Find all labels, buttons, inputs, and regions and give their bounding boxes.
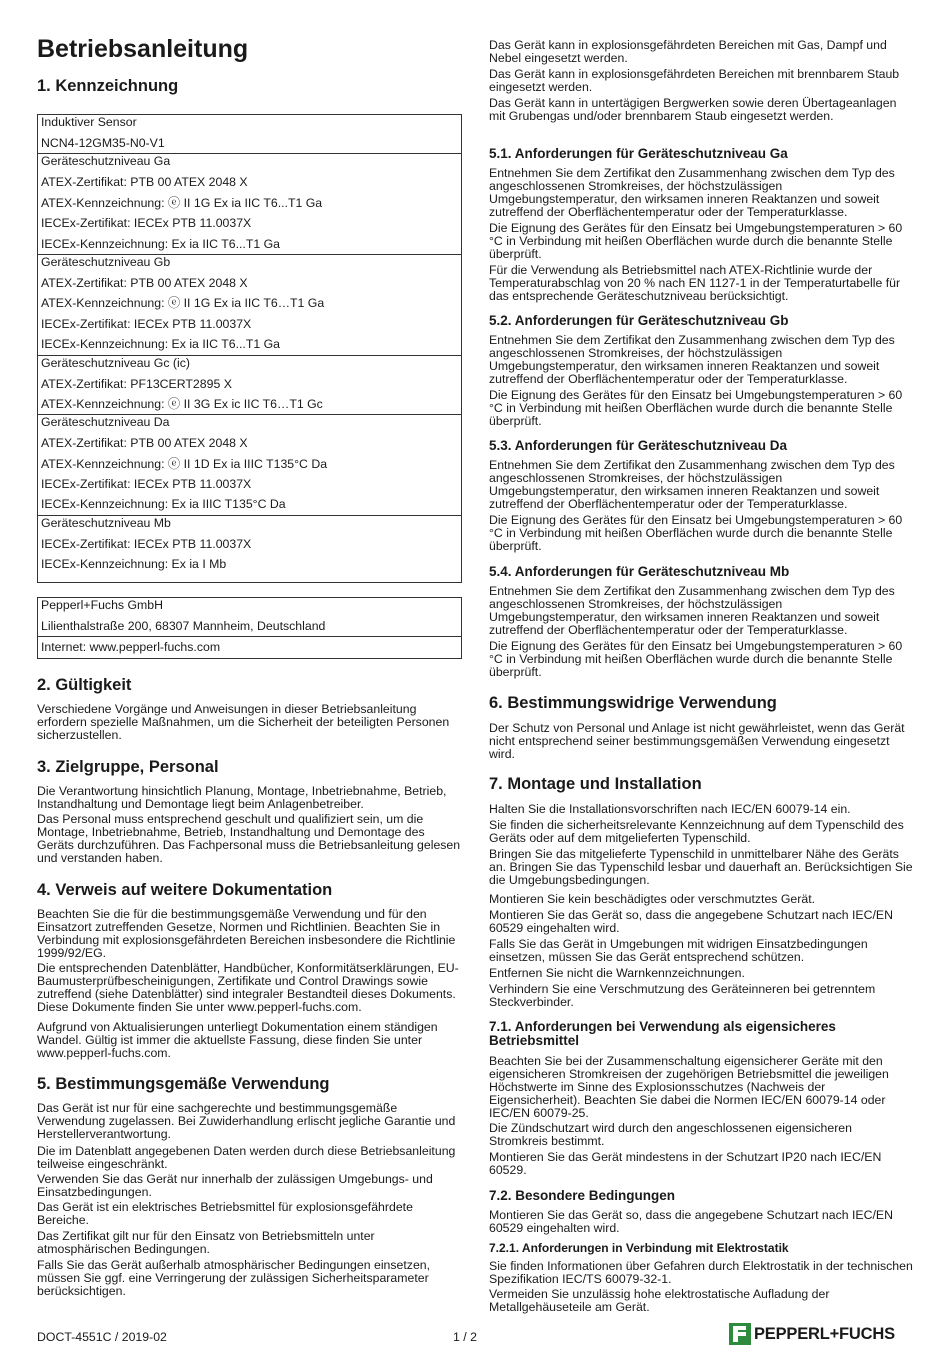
- paragraph: Das Gerät ist nur für eine sachgerechte und bestimmungsgemäße Verwendung zugelassen. Bei Zuwiderhandlung erlischt jegliche Garantie und Herstellerverantwortung.: [37, 1101, 456, 1141]
- marking-row: IECEx-Zertifikat: IECEx PTB 11.0037X: [41, 477, 252, 492]
- marking-group-ga: [38, 154, 461, 255]
- paragraph: Entnehmen Sie dem Zertifikat den Zusammenhang zwischen dem Typ des angeschlossenen Stromkreises, der höchstzulässigen Umgebungstemperatur, den wirksamen inneren Reaktanzen und soweit zutreffend der Oberflächentemperatur oder der Temperaturklasse.: [489, 166, 895, 219]
- marking-row: IECEx-Kennzeichnung: Ex ia IIIC T135°C Da: [41, 497, 286, 512]
- marking-row: IECEx-Kennzeichnung: Ex ia IIC T6...T1 Ga: [41, 236, 280, 251]
- paragraph: Die im Datenblatt angegebenen Daten werden durch diese Betriebsanleitung teilweise eingeschränkt.: [37, 1144, 456, 1171]
- marking-row: Geräteschutzniveau Mb: [41, 515, 171, 530]
- paragraph: Vermeiden Sie unzulässig hohe elektrostatische Aufladung der Metallgehäuseteile am Gerät.: [489, 1287, 830, 1314]
- marking-row: ATEX-Zertifikat: PTB 00 ATEX 2048 X: [41, 436, 248, 451]
- section-5-heading: 5. Bestimmungsgemäße Verwendung: [37, 1075, 330, 1093]
- paragraph: Der Schutz von Personal und Anlage ist nicht gewährleistet, wenn das Gerät nicht entsprechend seiner bestimmungsgemäßen Verwendung eingesetzt wird.: [489, 721, 905, 761]
- paragraph: Das Personal muss entsprechend geschult und qualifiziert sein, um die Montage, Inbetriebnahme, Betrieb, Instandhaltung und Demontage des Geräts durchzuführen. Das Fachpersonal muss die Betriebsanleitung gelesen und verstanden haben.: [37, 812, 461, 865]
- paragraph: Sie finden die sicherheitsrelevante Kennzeichnung auf dem Typenschild des Geräts oder auf dem mitgelieferten Typenschild.: [489, 818, 904, 845]
- marking-group-product: [38, 115, 461, 154]
- paragraph: Verhindern Sie eine Verschmutzung des Geräteinneren bei getrenntem Steckverbinder.: [489, 982, 876, 1009]
- marking-row: NCN4-12GM35-N0-V1: [41, 136, 165, 150]
- paragraph: Falls Sie das Gerät außerhalb atmosphärischer Bedingungen einsetzen, müssen Sie ggf. eine Verringerung der zulässigen Sicherheitsparameter berücksichtigen.: [37, 1258, 431, 1298]
- page-number: 1 / 2: [453, 1330, 477, 1344]
- paragraph: Beachten Sie bei der Zusammenschaltung eigensicherer Geräte mit den eigensicheren Stromkreisen der zugehörigen Betriebsmittel die jeweiligen Höchstwerte im Sinne des Explosionsschutzes (Nachweis der Eigensicherheit). Beachten Sie dabei die Normen IEC/EN 60079-14 oder IEC/EN 60079-25.: [489, 1054, 889, 1120]
- paragraph: Das Gerät kann in untertägigen Bergwerken sowie deren Übertageanlagen mit Grubengas und/oder brennbarem Staub eingesetzt werden.: [489, 96, 897, 123]
- paragraph: Bringen Sie das mitgelieferte Typenschild in unmittelbarer Nähe des Geräts an. Bringen Sie das Typenschild lesbar und dauerhaft an. Berücksichtigen Sie die Umgebungsbedingungen.: [489, 847, 913, 887]
- section-1-heading: 1. Kennzeichnung: [37, 77, 179, 95]
- paragraph: Das Zertifikat gilt nur für den Einsatz von Betriebsmitteln unter atmosphärischen Bedingungen.: [37, 1229, 375, 1256]
- section-7-2-1-heading: 7.2.1. Anforderungen in Verbindung mit Elektrostatik: [489, 1241, 789, 1255]
- marking-row: ATEX-Kennzeichnung: ⓔ II 1D Ex ia IIIC T135°C Da: [41, 456, 328, 471]
- section-5-3-heading: 5.3. Anforderungen für Geräteschutzniveau Da: [489, 438, 788, 453]
- marking-group-gc: [38, 356, 461, 416]
- section-5-2-heading: 5.2. Anforderungen für Geräteschutzniveau Gb: [489, 313, 789, 328]
- marking-row: ATEX-Kennzeichnung: ⓔ II 1G Ex ia IIC T6…T1 Ga: [41, 296, 325, 311]
- paragraph: Das Gerät kann in explosionsgefährdeten Bereichen mit Gas, Dampf und Nebel eingesetzt werden.: [489, 38, 887, 65]
- paragraph: Falls Sie das Gerät in Umgebungen mit widrigen Einsatzbedingungen einsetzen, müssen Sie das Gerät entsprechend schützen.: [489, 937, 868, 964]
- section-3-heading: 3. Zielgruppe, Personal: [37, 758, 219, 776]
- paragraph: Die entsprechenden Datenblätter, Handbücher, Konformitätserklärungen, EU-Baumusterprüfbescheinigungen, Zertifikate und Control Drawings sowie zutreffend (siehe Datenblätter) sind integraler Bestandteil dieses Dokuments. Diese Dokumente finden Sie unter www.pepperl-fuchs.com.: [37, 961, 459, 1014]
- marking-row: IECEx-Zertifikat: IECEx PTB 11.0037X: [41, 216, 252, 231]
- marking-row: Geräteschutzniveau Gb: [41, 254, 171, 269]
- marking-group-da: [38, 415, 461, 516]
- paragraph: Verschiedene Vorgänge und Anweisungen in dieser Betriebsanleitung erfordern spezielle Maßnahmen, um die Sicherheit der beteiligten Personen sicherzustellen.: [37, 702, 450, 742]
- paragraph: Die Eignung des Gerätes für den Einsatz bei Umgebungstemperaturen > 60 °C in Verbindung mit heißen Oberflächen wurde durch die benannte Stelle überprüft.: [489, 388, 903, 428]
- marking-row: ATEX-Zertifikat: PTB 00 ATEX 2048 X: [41, 275, 248, 290]
- paragraph: Verwenden Sie das Gerät nur innerhalb der zulässigen Umgebungs- und Einsatzbedingungen.: [37, 1172, 433, 1199]
- paragraph: Die Verantwortung hinsichtlich Planung, Montage, Inbetriebnahme, Betrieb, Instandhaltung und Demontage liegt beim Anlagenbetreiber.: [37, 784, 447, 811]
- pepperl-fuchs-logo-icon: [729, 1323, 751, 1345]
- brand-logo: [729, 1323, 895, 1345]
- paragraph: Entnehmen Sie dem Zertifikat den Zusammenhang zwischen dem Typ des angeschlossenen Stromkreises, der höchstzulässigen Umgebungstemperatur, den wirksamen inneren Reaktanzen und soweit zutreffend der Oberflächentemperatur oder der Temperaturklasse.: [489, 458, 895, 511]
- paragraph: Sie finden Informationen über Gefahren durch Elektrostatik in der technischen Spezifikation IEC/TS 60079-32-1.: [489, 1259, 913, 1286]
- paragraph: Montieren Sie das Gerät so, dass die angegebene Schutzart nach IEC/EN 60529 eingehalten wird.: [489, 1208, 893, 1235]
- marking-row: ATEX-Kennzeichnung: ⓔ II 1G Ex ia IIC T6...T1 Ga: [41, 195, 323, 210]
- address-group: [38, 598, 461, 637]
- section-2-heading: 2. Gültigkeit: [37, 676, 132, 694]
- internet-group: [38, 637, 461, 657]
- section-6-heading: 6. Bestimmungswidrige Verwendung: [489, 694, 777, 712]
- paragraph: Die Eignung des Gerätes für den Einsatz bei Umgebungstemperaturen > 60 °C in Verbindung mit heißen Oberflächen wurde durch die benannte Stelle überprüft.: [489, 221, 903, 261]
- marking-group-gb: [38, 255, 461, 356]
- marking-row: Geräteschutzniveau Ga: [41, 154, 171, 169]
- marking-row: ATEX-Zertifikat: PTB 00 ATEX 2048 X: [41, 175, 248, 190]
- document-title: Betriebsanleitung: [37, 35, 249, 63]
- paragraph: Entnehmen Sie dem Zertifikat den Zusammenhang zwischen dem Typ des angeschlossenen Stromkreises, der höchstzulässigen Umgebungstemperatur, den wirksamen inneren Reaktanzen und soweit zutreffend der Oberflächentemperatur oder der Temperaturklasse.: [489, 584, 895, 637]
- section-7-heading: 7. Montage und Installation: [489, 775, 702, 793]
- company-street: Lilienthalstraße 200, 68307 Mannheim, Deutschland: [41, 619, 326, 633]
- paragraph: Die Eignung des Gerätes für den Einsatz bei Umgebungstemperaturen > 60 °C in Verbindung mit heißen Oberflächen wurde durch die benannte Stelle überprüft.: [489, 513, 903, 553]
- section-7-2-heading: 7.2. Besondere Bedingungen: [489, 1188, 676, 1203]
- marking-row: Geräteschutzniveau Da: [41, 415, 170, 430]
- section-5-4-heading: 5.4. Anforderungen für Geräteschutzniveau Mb: [489, 564, 790, 579]
- paragraph: Die Zündschutzart wird durch den angeschlossenen eigensicheren Stromkreis bestimmt.: [489, 1121, 852, 1148]
- paragraph: Montieren Sie kein beschädigtes oder verschmutztes Gerät.: [489, 892, 816, 906]
- paragraph: Montieren Sie das Gerät so, dass die angegebene Schutzart nach IEC/EN 60529 eingehalten wird.: [489, 908, 893, 935]
- section-5-1-heading: 5.1. Anforderungen für Geräteschutzniveau Ga: [489, 146, 788, 161]
- paragraph: Beachten Sie die für die bestimmungsgemäße Verwendung und für den Einsatzort zutreffenden Gesetze, Normen und Richtlinien. Beachten Sie in Verbindung mit explosionsgefährdeten Bereichen insbesondere die Richtlinie 1999/92/EG.: [37, 907, 456, 960]
- paragraph: Das Gerät kann in explosionsgefährdeten Bereichen mit brennbarem Staub eingesetzt werden.: [489, 67, 900, 94]
- marking-row: ATEX-Zertifikat: PF13CERT2895 X: [41, 376, 232, 391]
- paragraph: Montieren Sie das Gerät mindestens in der Schutzart IP20 nach IEC/EN 60529.: [489, 1150, 882, 1177]
- marking-row: Induktiver Sensor: [41, 115, 137, 129]
- paragraph: Entfernen Sie nicht die Warnkennzeichnungen.: [489, 966, 745, 980]
- marking-row: IECEx-Zertifikat: IECEx PTB 11.0037X: [41, 536, 252, 551]
- marking-row: IECEx-Kennzeichnung: Ex ia I Mb: [41, 557, 227, 572]
- marking-table: [37, 114, 462, 583]
- marking-group-mb: [38, 516, 461, 575]
- manufacturer-address-box: [37, 597, 462, 659]
- marking-row: IECEx-Kennzeichnung: Ex ia IIC T6...T1 Ga: [41, 337, 280, 352]
- paragraph: Entnehmen Sie dem Zertifikat den Zusammenhang zwischen dem Typ des angeschlossenen Stromkreises, der höchstzulässigen Umgebungstemperatur, den wirksamen inneren Reaktanzen und soweit zutreffend der Oberflächentemperatur oder der Temperaturklasse.: [489, 333, 895, 386]
- paragraph: Die Eignung des Gerätes für den Einsatz bei Umgebungstemperaturen > 60 °C in Verbindung mit heißen Oberflächen wurde durch die benannte Stelle überprüft.: [489, 639, 903, 679]
- section-4-heading: 4. Verweis auf weitere Dokumentation: [37, 881, 333, 899]
- marking-row: Geräteschutzniveau Gc (ic): [41, 355, 190, 370]
- document-code: DOCT-4551C / 2019-02: [37, 1330, 167, 1344]
- paragraph: Halten Sie die Installationsvorschriften nach IEC/EN 60079-14 ein.: [489, 802, 851, 816]
- company-name: Pepperl+Fuchs GmbH: [41, 598, 163, 612]
- company-website: Internet: www.pepperl-fuchs.com: [41, 640, 221, 655]
- marking-row: ATEX-Kennzeichnung: ⓔ II 3G Ex ic IIC T6…T1 Gc: [41, 396, 323, 411]
- paragraph: Das Gerät ist ein elektrisches Betriebsmittel für explosionsgefährdete Bereiche.: [37, 1200, 413, 1227]
- logo-text: PEPPERL+FUCHS: [754, 1324, 895, 1343]
- section-7-1-heading: 7.1. Anforderungen bei Verwendung als eigensicheres Betriebsmittel: [489, 1019, 836, 1048]
- paragraph: Aufgrund von Aktualisierungen unterliegt Dokumentation einem ständigen Wandel. Gültig ist immer die aktuellste Fassung, diese finden Sie unter www.pepperl-fuchs.com.: [37, 1020, 438, 1060]
- marking-row: IECEx-Zertifikat: IECEx PTB 11.0037X: [41, 316, 252, 331]
- paragraph: Für die Verwendung als Betriebsmittel nach ATEX-Richtlinie wurde der Temperaturabschlag von 20 % nach EN 1127-1 in der Temperaturtabelle für das entsprechende Geräteschutzniveau berücksichtigt.: [489, 263, 901, 303]
